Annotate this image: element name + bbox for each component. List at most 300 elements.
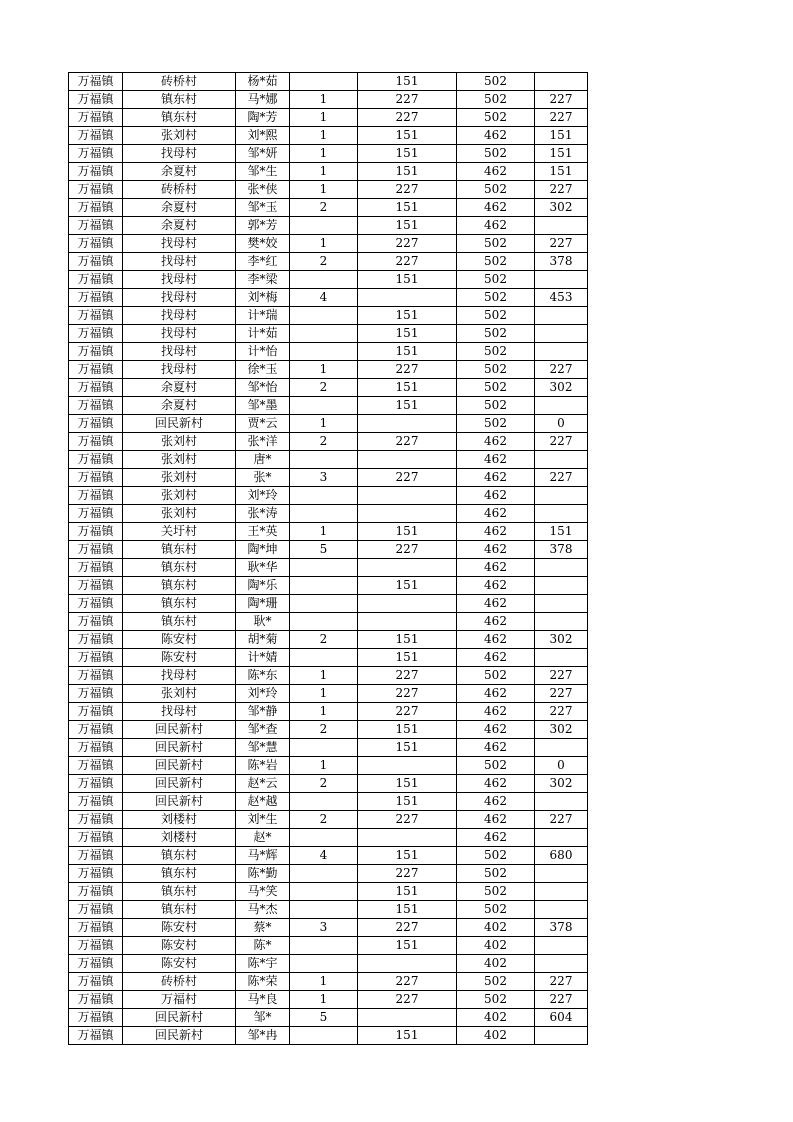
amount-b-cell: 502 <box>457 757 535 775</box>
count-cell: 1 <box>290 685 358 703</box>
count-cell: 2 <box>290 721 358 739</box>
name-cell: 胡*菊 <box>236 631 290 649</box>
amount-a-cell: 227 <box>358 685 457 703</box>
count-cell: 1 <box>290 991 358 1009</box>
village-cell: 张刘村 <box>123 451 236 469</box>
total-cell <box>535 307 588 325</box>
town-cell: 万福镇 <box>69 919 123 937</box>
town-cell: 万福镇 <box>69 91 123 109</box>
count-cell <box>290 613 358 631</box>
total-cell <box>535 595 588 613</box>
name-cell: 计*怡 <box>236 343 290 361</box>
amount-a-cell: 151 <box>358 847 457 865</box>
town-cell: 万福镇 <box>69 415 123 433</box>
amount-a-cell: 151 <box>358 271 457 289</box>
total-cell: 680 <box>535 847 588 865</box>
name-cell: 马*笑 <box>236 883 290 901</box>
total-cell <box>535 451 588 469</box>
table-body <box>69 73 588 1045</box>
table-row <box>69 703 588 721</box>
village-cell: 关圩村 <box>123 523 236 541</box>
amount-a-cell: 227 <box>358 253 457 271</box>
name-cell: 邹*怡 <box>236 379 290 397</box>
town-cell: 万福镇 <box>69 631 123 649</box>
amount-a-cell: 151 <box>358 343 457 361</box>
total-cell: 453 <box>535 289 588 307</box>
name-cell: 陶*珊 <box>236 595 290 613</box>
village-cell: 余夏村 <box>123 199 236 217</box>
count-cell <box>290 307 358 325</box>
total-cell: 302 <box>535 775 588 793</box>
town-cell: 万福镇 <box>69 703 123 721</box>
count-cell: 1 <box>290 235 358 253</box>
count-cell <box>290 883 358 901</box>
amount-b-cell: 502 <box>457 883 535 901</box>
town-cell: 万福镇 <box>69 757 123 775</box>
table-row <box>69 775 588 793</box>
village-cell: 镇东村 <box>123 865 236 883</box>
total-cell: 302 <box>535 631 588 649</box>
amount-b-cell: 502 <box>457 991 535 1009</box>
village-cell: 陈安村 <box>123 937 236 955</box>
total-cell: 227 <box>535 685 588 703</box>
village-cell: 刘楼村 <box>123 829 236 847</box>
amount-a-cell <box>358 505 457 523</box>
amount-a-cell: 227 <box>358 469 457 487</box>
total-cell: 227 <box>535 469 588 487</box>
table-row <box>69 397 588 415</box>
amount-a-cell <box>358 451 457 469</box>
table-row <box>69 217 588 235</box>
village-cell: 砖桥村 <box>123 181 236 199</box>
table-row <box>69 811 588 829</box>
amount-a-cell: 151 <box>358 325 457 343</box>
town-cell: 万福镇 <box>69 991 123 1009</box>
amount-b-cell: 502 <box>457 415 535 433</box>
total-cell: 378 <box>535 541 588 559</box>
name-cell: 邹*慧 <box>236 739 290 757</box>
town-cell: 万福镇 <box>69 541 123 559</box>
count-cell: 1 <box>290 415 358 433</box>
town-cell: 万福镇 <box>69 307 123 325</box>
total-cell <box>535 73 588 91</box>
village-cell: 找母村 <box>123 271 236 289</box>
table-row <box>69 901 588 919</box>
name-cell: 樊*姣 <box>236 235 290 253</box>
name-cell: 邹*玉 <box>236 199 290 217</box>
amount-a-cell: 151 <box>358 307 457 325</box>
table-row <box>69 415 588 433</box>
amount-a-cell <box>358 613 457 631</box>
amount-a-cell: 151 <box>358 739 457 757</box>
name-cell: 张*侠 <box>236 181 290 199</box>
village-cell: 回民新村 <box>123 1009 236 1027</box>
name-cell: 张*洋 <box>236 433 290 451</box>
village-cell: 回民新村 <box>123 739 236 757</box>
table-row <box>69 991 588 1009</box>
village-cell: 找母村 <box>123 289 236 307</box>
town-cell: 万福镇 <box>69 181 123 199</box>
amount-a-cell: 151 <box>358 217 457 235</box>
amount-a-cell <box>358 595 457 613</box>
count-cell <box>290 325 358 343</box>
amount-b-cell: 462 <box>457 829 535 847</box>
amount-b-cell: 462 <box>457 523 535 541</box>
table-row <box>69 919 588 937</box>
table-row <box>69 613 588 631</box>
amount-b-cell: 462 <box>457 505 535 523</box>
name-cell: 贾*云 <box>236 415 290 433</box>
table-row <box>69 955 588 973</box>
name-cell: 陈* <box>236 937 290 955</box>
town-cell: 万福镇 <box>69 685 123 703</box>
count-cell: 1 <box>290 703 358 721</box>
amount-a-cell: 227 <box>358 181 457 199</box>
village-cell: 找母村 <box>123 667 236 685</box>
table-row <box>69 937 588 955</box>
name-cell: 唐* <box>236 451 290 469</box>
name-cell: 耿* <box>236 613 290 631</box>
village-cell: 回民新村 <box>123 775 236 793</box>
amount-b-cell: 402 <box>457 919 535 937</box>
amount-b-cell: 502 <box>457 379 535 397</box>
table-row <box>69 307 588 325</box>
amount-a-cell <box>358 559 457 577</box>
village-cell: 镇东村 <box>123 847 236 865</box>
table-row <box>69 433 588 451</box>
town-cell: 万福镇 <box>69 595 123 613</box>
town-cell: 万福镇 <box>69 469 123 487</box>
town-cell: 万福镇 <box>69 325 123 343</box>
town-cell: 万福镇 <box>69 613 123 631</box>
town-cell: 万福镇 <box>69 793 123 811</box>
count-cell: 1 <box>290 973 358 991</box>
amount-b-cell: 462 <box>457 649 535 667</box>
count-cell: 1 <box>290 757 358 775</box>
name-cell: 李*梁 <box>236 271 290 289</box>
name-cell: 刘*玲 <box>236 487 290 505</box>
amount-a-cell: 151 <box>358 775 457 793</box>
total-cell: 227 <box>535 235 588 253</box>
count-cell <box>290 73 358 91</box>
name-cell: 王*英 <box>236 523 290 541</box>
total-cell: 378 <box>535 253 588 271</box>
village-cell: 找母村 <box>123 343 236 361</box>
count-cell <box>290 1027 358 1045</box>
count-cell: 5 <box>290 1009 358 1027</box>
table-row <box>69 559 588 577</box>
town-cell: 万福镇 <box>69 73 123 91</box>
total-cell: 151 <box>535 145 588 163</box>
amount-a-cell: 227 <box>358 703 457 721</box>
count-cell: 2 <box>290 253 358 271</box>
total-cell <box>535 649 588 667</box>
amount-a-cell: 151 <box>358 1027 457 1045</box>
village-cell: 回民新村 <box>123 757 236 775</box>
total-cell <box>535 325 588 343</box>
total-cell <box>535 955 588 973</box>
name-cell: 陈*岩 <box>236 757 290 775</box>
table-row <box>69 235 588 253</box>
amount-b-cell: 402 <box>457 955 535 973</box>
total-cell <box>535 271 588 289</box>
amount-b-cell: 462 <box>457 559 535 577</box>
village-cell: 回民新村 <box>123 793 236 811</box>
count-cell <box>290 955 358 973</box>
table-row <box>69 181 588 199</box>
total-cell: 227 <box>535 991 588 1009</box>
village-cell: 陈安村 <box>123 955 236 973</box>
amount-a-cell: 151 <box>358 937 457 955</box>
table-row <box>69 757 588 775</box>
count-cell <box>290 595 358 613</box>
village-cell: 回民新村 <box>123 415 236 433</box>
amount-a-cell: 227 <box>358 541 457 559</box>
count-cell: 2 <box>290 811 358 829</box>
town-cell: 万福镇 <box>69 451 123 469</box>
table-row <box>69 1027 588 1045</box>
amount-a-cell: 151 <box>358 649 457 667</box>
table-row <box>69 685 588 703</box>
town-cell: 万福镇 <box>69 577 123 595</box>
total-cell <box>535 217 588 235</box>
town-cell: 万福镇 <box>69 379 123 397</box>
town-cell: 万福镇 <box>69 145 123 163</box>
name-cell: 李*红 <box>236 253 290 271</box>
amount-b-cell: 462 <box>457 685 535 703</box>
town-cell: 万福镇 <box>69 829 123 847</box>
village-cell: 找母村 <box>123 703 236 721</box>
name-cell: 蔡* <box>236 919 290 937</box>
amount-b-cell: 462 <box>457 163 535 181</box>
table-row <box>69 721 588 739</box>
amount-a-cell: 227 <box>358 991 457 1009</box>
total-cell: 227 <box>535 109 588 127</box>
count-cell: 1 <box>290 91 358 109</box>
total-cell: 302 <box>535 379 588 397</box>
town-cell: 万福镇 <box>69 253 123 271</box>
count-cell <box>290 865 358 883</box>
total-cell: 227 <box>535 91 588 109</box>
amount-b-cell: 402 <box>457 937 535 955</box>
data-table <box>68 72 588 1045</box>
count-cell <box>290 397 358 415</box>
amount-b-cell: 502 <box>457 289 535 307</box>
table-row <box>69 487 588 505</box>
town-cell: 万福镇 <box>69 163 123 181</box>
town-cell: 万福镇 <box>69 235 123 253</box>
table-row <box>69 541 588 559</box>
amount-a-cell: 151 <box>358 721 457 739</box>
count-cell: 4 <box>290 847 358 865</box>
name-cell: 刘*玲 <box>236 685 290 703</box>
name-cell: 马*辉 <box>236 847 290 865</box>
amount-a-cell: 151 <box>358 163 457 181</box>
village-cell: 张刘村 <box>123 685 236 703</box>
amount-b-cell: 462 <box>457 739 535 757</box>
village-cell: 找母村 <box>123 307 236 325</box>
amount-b-cell: 502 <box>457 667 535 685</box>
town-cell: 万福镇 <box>69 523 123 541</box>
count-cell <box>290 901 358 919</box>
count-cell: 2 <box>290 775 358 793</box>
amount-a-cell <box>358 955 457 973</box>
table-row <box>69 361 588 379</box>
total-cell: 227 <box>535 667 588 685</box>
name-cell: 赵*云 <box>236 775 290 793</box>
table-row <box>69 595 588 613</box>
amount-a-cell <box>358 415 457 433</box>
town-cell: 万福镇 <box>69 811 123 829</box>
name-cell: 刘*熙 <box>236 127 290 145</box>
amount-b-cell: 502 <box>457 145 535 163</box>
amount-b-cell: 502 <box>457 307 535 325</box>
town-cell: 万福镇 <box>69 217 123 235</box>
count-cell: 1 <box>290 109 358 127</box>
town-cell: 万福镇 <box>69 397 123 415</box>
town-cell: 万福镇 <box>69 199 123 217</box>
total-cell: 302 <box>535 721 588 739</box>
name-cell: 陶*芳 <box>236 109 290 127</box>
count-cell: 4 <box>290 289 358 307</box>
table-row <box>69 325 588 343</box>
name-cell: 郭*芳 <box>236 217 290 235</box>
table-row <box>69 973 588 991</box>
total-cell: 227 <box>535 703 588 721</box>
amount-a-cell: 151 <box>358 901 457 919</box>
village-cell: 张刘村 <box>123 433 236 451</box>
village-cell: 镇东村 <box>123 901 236 919</box>
amount-a-cell: 151 <box>358 793 457 811</box>
count-cell <box>290 739 358 757</box>
amount-a-cell <box>358 829 457 847</box>
name-cell: 张*涛 <box>236 505 290 523</box>
town-cell: 万福镇 <box>69 883 123 901</box>
village-cell: 镇东村 <box>123 109 236 127</box>
count-cell <box>290 343 358 361</box>
amount-b-cell: 502 <box>457 253 535 271</box>
table-row <box>69 289 588 307</box>
count-cell: 3 <box>290 919 358 937</box>
amount-b-cell: 502 <box>457 91 535 109</box>
count-cell: 2 <box>290 631 358 649</box>
village-cell: 砖桥村 <box>123 973 236 991</box>
count-cell <box>290 577 358 595</box>
total-cell <box>535 1027 588 1045</box>
amount-a-cell: 151 <box>358 73 457 91</box>
amount-b-cell: 462 <box>457 487 535 505</box>
total-cell <box>535 613 588 631</box>
amount-a-cell: 227 <box>358 109 457 127</box>
amount-a-cell: 151 <box>358 127 457 145</box>
town-cell: 万福镇 <box>69 739 123 757</box>
village-cell: 张刘村 <box>123 469 236 487</box>
village-cell: 镇东村 <box>123 595 236 613</box>
village-cell: 找母村 <box>123 361 236 379</box>
village-cell: 余夏村 <box>123 397 236 415</box>
count-cell: 2 <box>290 379 358 397</box>
name-cell: 计*婧 <box>236 649 290 667</box>
amount-b-cell: 502 <box>457 973 535 991</box>
village-cell: 镇东村 <box>123 883 236 901</box>
village-cell: 找母村 <box>123 145 236 163</box>
total-cell: 151 <box>535 127 588 145</box>
village-cell: 找母村 <box>123 325 236 343</box>
table-row <box>69 793 588 811</box>
amount-b-cell: 462 <box>457 451 535 469</box>
table-row <box>69 379 588 397</box>
total-cell <box>535 865 588 883</box>
total-cell: 0 <box>535 415 588 433</box>
village-cell: 陈安村 <box>123 649 236 667</box>
total-cell <box>535 793 588 811</box>
table-row <box>69 1009 588 1027</box>
amount-a-cell: 151 <box>358 379 457 397</box>
amount-b-cell: 462 <box>457 469 535 487</box>
village-cell: 张刘村 <box>123 487 236 505</box>
amount-b-cell: 502 <box>457 865 535 883</box>
amount-b-cell: 462 <box>457 127 535 145</box>
table-row <box>69 163 588 181</box>
amount-b-cell: 462 <box>457 793 535 811</box>
table-row <box>69 73 588 91</box>
count-cell: 3 <box>290 469 358 487</box>
name-cell: 陈*东 <box>236 667 290 685</box>
village-cell: 张刘村 <box>123 127 236 145</box>
town-cell: 万福镇 <box>69 847 123 865</box>
village-cell: 陈安村 <box>123 919 236 937</box>
table-row <box>69 883 588 901</box>
amount-a-cell <box>358 1009 457 1027</box>
amount-a-cell: 151 <box>358 577 457 595</box>
village-cell: 余夏村 <box>123 163 236 181</box>
amount-a-cell: 227 <box>358 973 457 991</box>
count-cell: 1 <box>290 667 358 685</box>
total-cell: 0 <box>535 757 588 775</box>
total-cell <box>535 577 588 595</box>
town-cell: 万福镇 <box>69 343 123 361</box>
amount-b-cell: 502 <box>457 397 535 415</box>
total-cell <box>535 901 588 919</box>
town-cell: 万福镇 <box>69 937 123 955</box>
town-cell: 万福镇 <box>69 775 123 793</box>
town-cell: 万福镇 <box>69 649 123 667</box>
total-cell: 227 <box>535 973 588 991</box>
town-cell: 万福镇 <box>69 865 123 883</box>
name-cell: 陈*勤 <box>236 865 290 883</box>
count-cell: 1 <box>290 361 358 379</box>
amount-b-cell: 462 <box>457 613 535 631</box>
name-cell: 赵*越 <box>236 793 290 811</box>
count-cell <box>290 271 358 289</box>
name-cell: 杨*茹 <box>236 73 290 91</box>
table-row <box>69 505 588 523</box>
name-cell: 陶*乐 <box>236 577 290 595</box>
amount-a-cell <box>358 487 457 505</box>
count-cell <box>290 829 358 847</box>
count-cell: 1 <box>290 163 358 181</box>
village-cell: 找母村 <box>123 253 236 271</box>
town-cell: 万福镇 <box>69 559 123 577</box>
total-cell: 302 <box>535 199 588 217</box>
amount-a-cell: 151 <box>358 199 457 217</box>
count-cell <box>290 793 358 811</box>
town-cell: 万福镇 <box>69 1027 123 1045</box>
village-cell: 镇东村 <box>123 91 236 109</box>
amount-b-cell: 502 <box>457 847 535 865</box>
spreadsheet-page <box>68 72 587 1045</box>
count-cell <box>290 559 358 577</box>
